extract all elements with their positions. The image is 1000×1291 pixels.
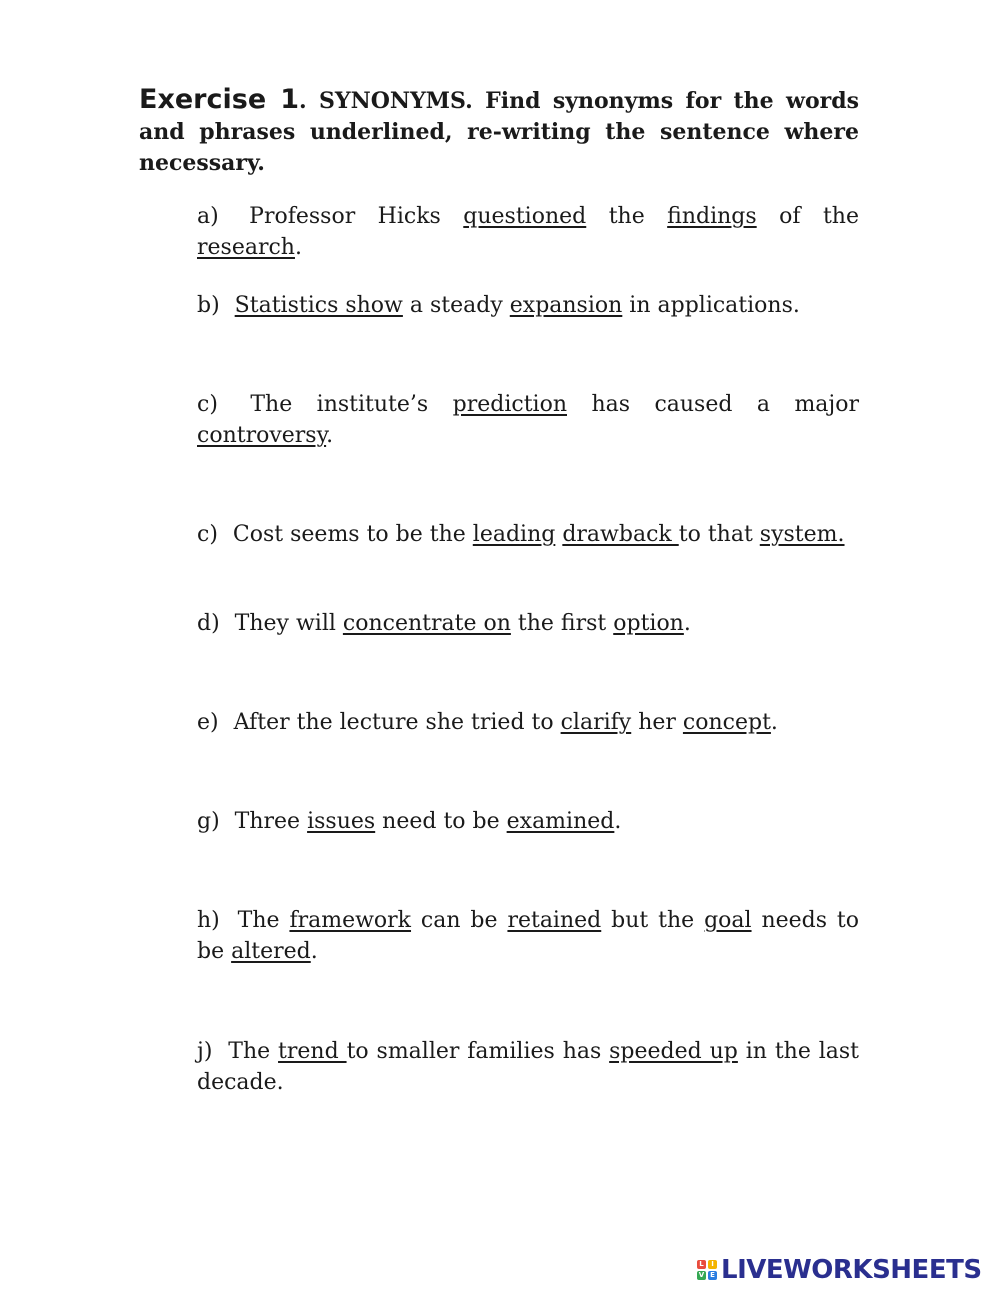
exercise-item <box>197 519 859 550</box>
sentence-text: needs to be <box>197 908 860 964</box>
sentence-text: . <box>683 611 691 636</box>
exercise-item <box>197 707 859 738</box>
item-marker: d) <box>197 611 220 636</box>
underlined-word: controversy <box>197 423 327 448</box>
sentence-text: need to be <box>375 809 507 834</box>
exercise-item <box>197 806 859 837</box>
sentence-text: Cost seems to be the <box>232 522 473 547</box>
sentence-text: . <box>326 423 334 448</box>
logo-square: E <box>708 1271 717 1280</box>
sentence-text: her <box>631 710 683 735</box>
sentence-text: . <box>310 939 318 964</box>
sentence-text: in the last decade. <box>197 1039 860 1095</box>
item-marker: e) <box>197 710 219 735</box>
sentence-text: . <box>770 710 778 735</box>
sentence-text: to that <box>678 522 760 547</box>
underlined-word: goal <box>704 908 752 933</box>
sentence-text: a steady <box>402 293 510 318</box>
sentence-text: After the lecture she tried to <box>233 710 561 735</box>
sentence-text: The <box>237 908 290 933</box>
sentence-text: of the <box>756 204 859 229</box>
liveworksheets-logo[interactable] <box>697 1253 982 1287</box>
sentence-text: . <box>614 809 622 834</box>
underlined-word: issues <box>307 809 376 834</box>
item-marker: h) <box>197 908 220 933</box>
underlined-word: concept <box>682 710 771 735</box>
sentence-text: has caused a major <box>567 392 860 417</box>
item-marker: j) <box>197 1039 213 1064</box>
item-marker: g) <box>197 809 220 834</box>
exercise-item <box>197 1036 859 1098</box>
underlined-word: Statistics show <box>234 293 403 318</box>
underlined-word: research <box>197 235 295 260</box>
exercise-label: Exercise 1 <box>139 84 299 115</box>
sentence-text: the <box>586 204 668 229</box>
underlined-word: option <box>613 611 684 636</box>
logo-text: LIVEWORKSHEETS <box>721 1255 982 1285</box>
item-marker: a) <box>197 204 219 229</box>
underlined-word: questioned <box>463 204 587 229</box>
item-marker: b) <box>197 293 220 318</box>
sentence-text: Three <box>234 809 308 834</box>
sentence-text: The institute’s <box>250 392 453 417</box>
item-marker: c) <box>197 522 218 547</box>
item-marker: c) <box>197 392 218 417</box>
underlined-word: prediction <box>452 392 567 417</box>
underlined-word: trend <box>278 1039 347 1064</box>
sentence-text: They will <box>234 611 343 636</box>
underlined-word: framework <box>289 908 412 933</box>
exercise-heading <box>139 84 859 179</box>
sentence-text: can be <box>411 908 508 933</box>
logo-square: V <box>698 1271 705 1279</box>
underlined-word: drawback <box>562 522 679 547</box>
sentence-text: to smaller families has <box>346 1039 610 1064</box>
sentence-text: in applications. <box>622 293 800 318</box>
exercise-item <box>197 905 859 967</box>
underlined-word: speeded up <box>609 1039 738 1064</box>
exercise-item <box>197 389 859 451</box>
sentence-text: The <box>228 1039 279 1064</box>
underlined-word: concentrate on <box>342 611 511 636</box>
underlined-word: findings <box>667 204 757 229</box>
sentence-text: but the <box>601 908 705 933</box>
exercise-item <box>197 290 859 321</box>
sentence-text: . <box>294 235 302 260</box>
logo-square: L <box>697 1260 706 1269</box>
underlined-word: altered <box>231 939 311 964</box>
underlined-word: clarify <box>560 710 632 735</box>
underlined-word: system. <box>759 522 845 547</box>
sentence-text: Professor Hicks <box>249 204 464 229</box>
underlined-word: examined <box>506 809 615 834</box>
underlined-word: leading <box>472 522 556 547</box>
exercise-item <box>197 201 859 263</box>
exercise-instructions: . SYNONYMS. Find synonyms for the words and phrases underlined, re-writing the sentence where necessary. <box>139 88 859 176</box>
liveworksheets-logo-icon <box>697 1260 717 1280</box>
logo-square: I <box>708 1260 717 1269</box>
underlined-word: expansion <box>509 293 623 318</box>
sentence-text: the first <box>510 611 614 636</box>
underlined-word: retained <box>507 908 602 933</box>
exercise-item <box>197 608 859 639</box>
